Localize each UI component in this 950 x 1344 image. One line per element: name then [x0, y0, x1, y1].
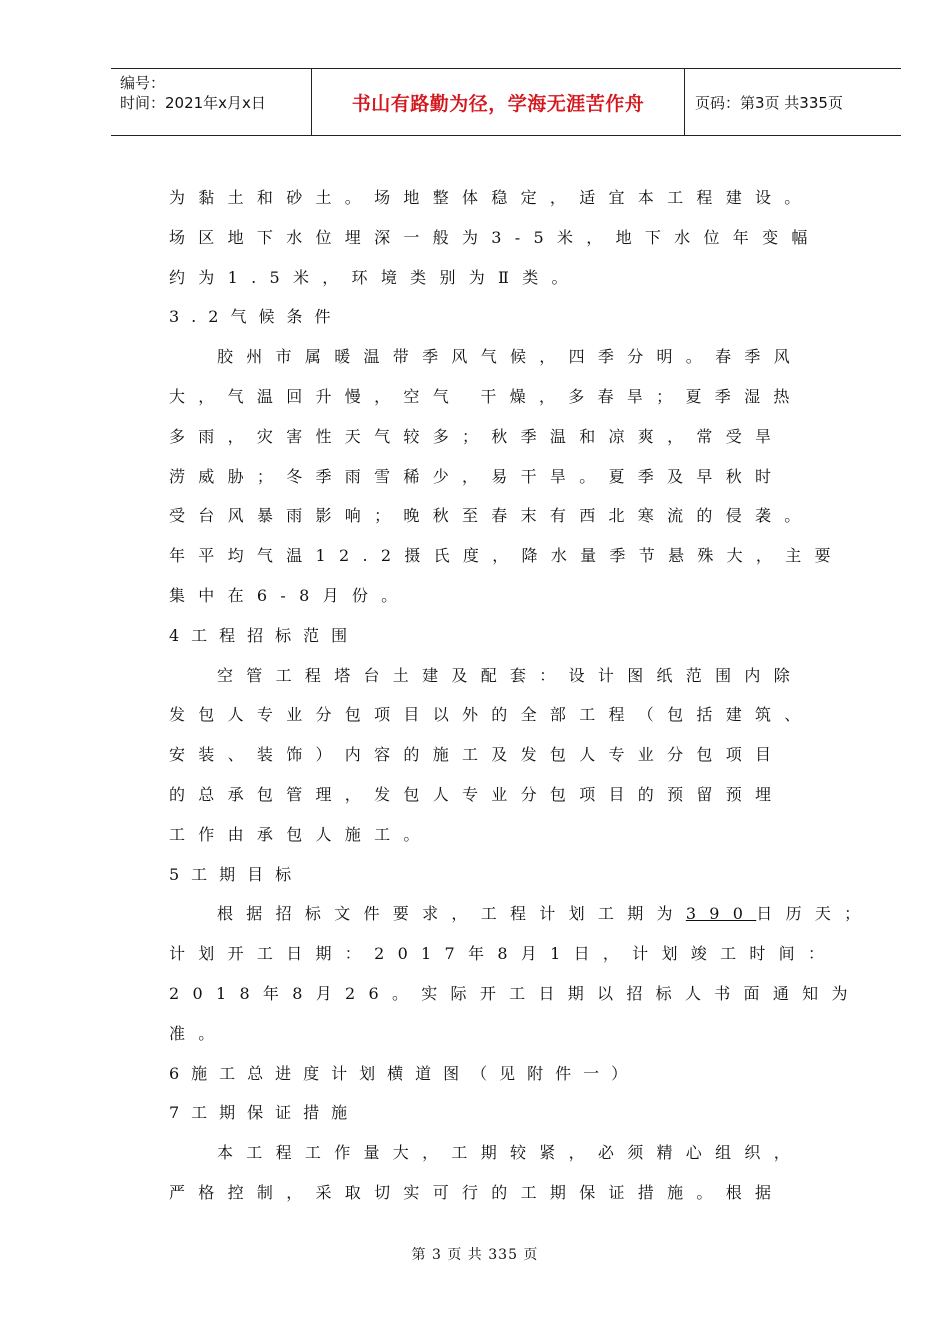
section-heading: 4工程招标范围 — [169, 625, 360, 645]
text-line: 大，气温回升慢，空气 干燥，多春旱；夏季湿热 — [169, 386, 803, 406]
schedule-text-pre: 根据招标文件要求，工程计划工期为 — [217, 904, 686, 924]
page-header — [111, 68, 901, 136]
text-line: 准。 — [169, 1023, 228, 1043]
text-line: 安装、装饰）内容的施工及发包人专业分包项目 — [169, 745, 785, 765]
schedule-days-underlined: 390 — [685, 904, 757, 924]
text-line: 为黏土和砂土。场地整体稳定，适宜本工程建设。 — [169, 188, 814, 207]
section-heading: 7工期保证措施 — [169, 1103, 360, 1123]
header-page-number: 页码：第3页 共335页 — [695, 93, 843, 112]
text-line: 集中在6-8月份。 — [169, 585, 411, 605]
header-motto: 书山有路勤为径，学海无涯苦作舟 — [312, 69, 685, 135]
document-number-label: 编号： — [120, 74, 166, 92]
text-line: 2018年8月26。实际开工日期以招标人书面通知为 — [169, 983, 861, 1003]
text-line: 场区地下水位埋深一般为3-5米，地下水位年变幅 — [169, 227, 821, 247]
text-line: 计划开工日期：2017年8月1日，计划竣工时间： — [169, 944, 838, 964]
schedule-text-post: 日历天； — [756, 904, 874, 924]
text-line: 工作由承包人施工。 — [169, 824, 433, 844]
document-time-label: 时间：2021年x月x日 — [120, 94, 266, 112]
paragraph-first-line — [169, 900, 874, 940]
text-line: 年平均气温12.2摄氏度，降水量季节悬殊大，主要 — [169, 546, 844, 566]
section-heading: 5工期目标 — [169, 864, 304, 884]
paragraph-first-line: 本工程工作量大，工期较紧，必须精心组织， — [217, 1143, 804, 1163]
text-line: 发包人专业分包项目以外的全部工程（包括建筑、 — [169, 705, 814, 725]
document-body — [169, 184, 874, 1219]
text-line: 受台风暴雨影响；晚秋至春末有西北寒流的侵袭。 — [169, 506, 814, 526]
page-footer: 第 3 页 共 335 页 — [411, 1247, 539, 1263]
text-line: 约为1.5米，环境类别为Ⅱ类。 — [169, 267, 581, 287]
header-meta — [111, 69, 312, 135]
paragraph-first-line: 空管工程塔台土建及配套：设计图纸范围内除 — [217, 665, 804, 685]
section-heading: 3.2气候条件 — [169, 307, 343, 327]
section-heading: 6施工总进度计划横道图（见附件一） — [169, 1063, 640, 1083]
text-line: 涝威胁；冬季雨雪稀少，易干旱。夏季及早秋时 — [169, 466, 785, 486]
paragraph-first-line: 胶州市属暖温带季风气候，四季分明。春季风 — [217, 347, 804, 367]
text-line: 多雨，灾害性天气较多；秋季温和凉爽，常受旱 — [169, 426, 785, 446]
text-line: 严格控制，采取切实可行的工期保证措施。根据 — [169, 1182, 785, 1202]
text-line: 的总承包管理，发包人专业分包项目的预留预埋 — [169, 784, 785, 804]
